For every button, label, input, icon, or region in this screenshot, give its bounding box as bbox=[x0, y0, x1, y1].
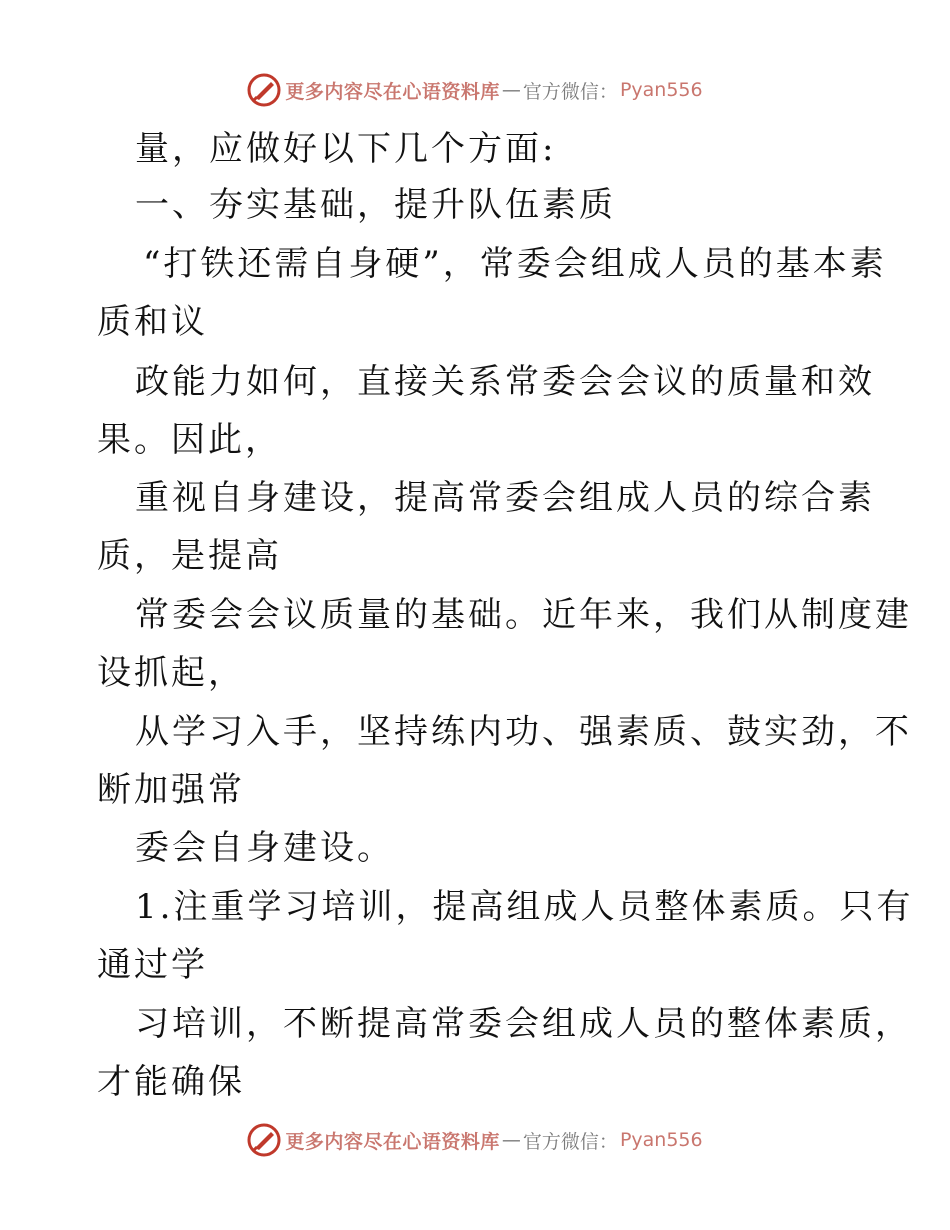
body-line: 重视自身建设，提高常委会组成人员的综合素 bbox=[135, 478, 875, 518]
body-line: 通过学 bbox=[97, 945, 208, 985]
body-line: 量，应做好以下几个方面: bbox=[135, 129, 557, 169]
body-line: 政能力如何，直接关系常委会会议的质量和效 bbox=[135, 362, 875, 402]
body-line: 从学习入手，坚持练内功、强素质、鼓实劲，不 bbox=[135, 712, 912, 752]
body-line: 才能确保 bbox=[97, 1062, 245, 1102]
body-line: 设抓起， bbox=[97, 653, 245, 693]
watermark-site-text: 更多内容尽在心语资料库 bbox=[285, 80, 500, 103]
body-line: 质，是提高 bbox=[97, 536, 282, 576]
header-watermark bbox=[0, 70, 950, 110]
body-line: 委会自身建设。 bbox=[135, 828, 394, 868]
footer-watermark bbox=[0, 1120, 950, 1160]
body-line: 习培训，不断提高常委会组成人员的整体素质， bbox=[135, 1004, 912, 1044]
watermark-wechat-id: Pyan556 bbox=[619, 1129, 703, 1151]
watermark-wechat-label: 官方微信： bbox=[522, 80, 618, 103]
body-line: 果。因此， bbox=[97, 420, 282, 460]
body-line: “打铁还需自身硬”，常委会组成人员的基本素 bbox=[143, 244, 887, 284]
watermark-dash: — bbox=[501, 1129, 521, 1151]
quill-logo-icon bbox=[247, 1123, 281, 1157]
body-line: 断加强常 bbox=[97, 770, 245, 810]
body-line: 一、夯实基础，提升队伍素质 bbox=[135, 185, 616, 225]
watermark-wechat-id: Pyan556 bbox=[619, 79, 703, 101]
body-line: 质和议 bbox=[97, 302, 208, 342]
quill-logo-icon bbox=[247, 73, 281, 107]
watermark-site-text: 更多内容尽在心语资料库 bbox=[285, 1130, 500, 1153]
body-line: 1.注重学习培训，提高组成人员整体素质。只有 bbox=[135, 887, 914, 927]
watermark-wechat-label: 官方微信： bbox=[522, 1130, 618, 1153]
watermark-dash: — bbox=[501, 79, 521, 101]
body-line: 常委会会议质量的基础。近年来，我们从制度建 bbox=[135, 595, 912, 635]
